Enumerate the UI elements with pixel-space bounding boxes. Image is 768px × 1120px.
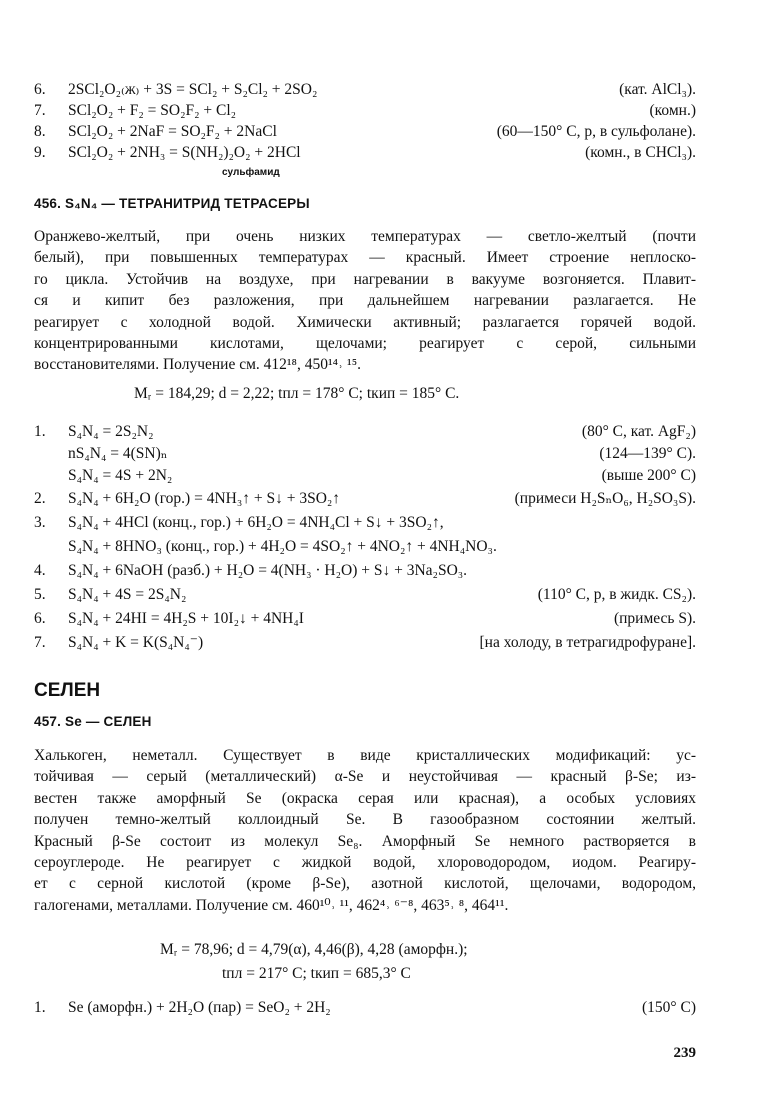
reaction-equation: S₄N₄ + 6NaOH (разб.) + H₂O = 4(NH₃ · H₂O) + S↓ + 3Na₂SO₃. bbox=[68, 562, 468, 579]
reaction-equation: S₄N₄ + 4S = 2S₄N₂ bbox=[68, 586, 187, 603]
compound-heading: 457. Se — СЕЛЕН bbox=[34, 714, 152, 729]
reaction-number: 4. bbox=[34, 562, 46, 579]
reaction-equation: SCl₂O₂ + 2NaF = SO₂F₂ + 2NaCl bbox=[68, 123, 277, 140]
reaction-number: 6. bbox=[34, 81, 46, 98]
text-line: сероуглероде. Не реагирует с жидкой водой, хлороводородом, иодом. Реагиру- bbox=[34, 854, 696, 872]
reaction-condition: (80° C, кат. AgF₂) bbox=[581, 423, 696, 440]
reaction-equation: S₄N₄ + 24HI = 4H₂S + 10I₂↓ + 4NH₄I bbox=[68, 610, 304, 627]
reaction-number: 8. bbox=[34, 123, 46, 140]
compound-description bbox=[34, 745, 696, 916]
reaction-number: 1. bbox=[34, 999, 46, 1016]
reaction-equation: S₄N₄ + 6H₂O (гор.) = 4NH₃↑ + S↓ + 3SO₂↑ bbox=[68, 490, 341, 507]
text-line: галогенами, металлами. Получение см. 460¹⁰˒ ¹¹, 462⁴˒ ⁶⁻⁸, 463⁵˒ ⁸, 464¹¹. bbox=[34, 896, 509, 914]
reaction-equation: SCl₂O₂ + 2NH₃ = S(NH₂)₂O₂ + 2HCl bbox=[68, 144, 301, 161]
reaction-number: 2. bbox=[34, 490, 46, 507]
text-line: вестен также аморфный Se (окраска серая или красная), а особых условиях bbox=[34, 789, 696, 807]
reaction-condition: (150° C) bbox=[642, 999, 696, 1016]
reaction-condition: (124—139° C). bbox=[599, 445, 696, 462]
text-line: белый), при повышенных температурах — красный. Имеет строение неплоско- bbox=[34, 249, 696, 267]
page-number: 239 bbox=[673, 1045, 696, 1061]
reaction-equation: 2SCl₂O₂₍ж₎ + 3S = SCl₂ + S₂Cl₂ + 2SO₂ bbox=[68, 81, 318, 98]
text-line: концентрированными кислотами, щелочами; реагирует с серой, сильными bbox=[34, 335, 696, 353]
text-line: Халькоген, неметалл. Существует в виде кристаллических модификаций: ус- bbox=[34, 747, 696, 764]
reaction-number: 7. bbox=[34, 634, 46, 651]
reaction-condition: (60—150° C, p, в сульфолане). bbox=[496, 123, 696, 140]
compound-heading: 456. S₄N₄ — ТЕТРАНИТРИД ТЕТРАСЕРЫ bbox=[34, 196, 310, 211]
reaction-number: 3. bbox=[34, 514, 46, 531]
reaction-equation: S₄N₄ + 4HCl (конц., гор.) + 6H₂O = 4NH₄Cl + S↓ + 3SO₂↑, bbox=[68, 514, 444, 531]
reaction-equation: nS₄N₄ = 4(SN)ₙ bbox=[68, 445, 168, 462]
reaction-number: 9. bbox=[34, 144, 46, 161]
reaction-number: 6. bbox=[34, 610, 46, 627]
section-title: СЕЛЕН bbox=[34, 680, 101, 701]
reaction-condition: (кат. AlCl₃). bbox=[619, 81, 696, 98]
reaction-condition: (комн., в CHCl₃). bbox=[585, 144, 696, 161]
reaction-product-note: сульфамид bbox=[222, 167, 280, 178]
reaction-number: 1. bbox=[34, 423, 46, 440]
reaction-condition: [на холоду, в тетрагидрофуране]. bbox=[479, 634, 696, 651]
reaction-equation: SCl₂O₂ + F₂ = SO₂F₂ + Cl₂ bbox=[68, 102, 237, 119]
compound-properties: Mᵣ = 78,96; d = 4,79(α), 4,46(β), 4,28 (аморфн.); bbox=[160, 941, 468, 958]
compound-properties: tпл = 217° C; tкип = 685,3° C bbox=[222, 965, 411, 982]
reaction-number: 5. bbox=[34, 586, 46, 603]
text-line: ет с серной кислотой (кроме β-Se), азотной кислотой, щелочами, водородом, bbox=[34, 875, 696, 893]
text-line: получен темно-желтый коллоидный Se. В газообразном состоянии желтый. bbox=[34, 811, 696, 829]
text-line: восстановителями. Получение см. 412¹⁸, 450¹⁴˒ ¹⁵. bbox=[34, 356, 361, 374]
reaction-condition: (примеси H₂SₙO₆, H₂SO₃S). bbox=[514, 490, 696, 507]
text-line: Красный β-Se состоит из молекул Se₈. Аморфный Se немного растворяется в bbox=[34, 832, 696, 850]
text-line: тойчивая — серый (металлический) α-Se и неустойчивая — красный β-Se; из- bbox=[34, 768, 696, 786]
reaction-condition: (110° C, p, в жидк. CS₂). bbox=[537, 586, 696, 603]
reaction-condition: (выше 200° C) bbox=[601, 467, 696, 484]
text-line: го цикла. Устойчив на воздухе, при нагревании в вакууме возгоняется. Плавит- bbox=[34, 270, 696, 288]
reaction-equation: S₄N₄ = 2S₂N₂ bbox=[68, 423, 154, 440]
text-line: Оранжево-желтый, при очень низких температурах — светло-желтый (почти bbox=[34, 228, 696, 245]
reaction-equation: S₄N₄ = 4S + 2N₂ bbox=[68, 467, 173, 484]
compound-description bbox=[34, 226, 696, 376]
reaction-condition: (комн.) bbox=[649, 102, 696, 119]
reaction-equation: S₄N₄ + K = K(S₄N₄⁻) bbox=[68, 634, 204, 651]
text-line: реагирует с холодной водой. Химически активный; разлагается горячей водой. bbox=[34, 313, 696, 331]
reaction-condition: (примесь S). bbox=[613, 610, 696, 627]
reaction-number: 7. bbox=[34, 102, 46, 119]
reaction-equation: S₄N₄ + 8HNO₃ (конц., гор.) + 4H₂O = 4SO₂↑ + 4NO₂↑ + 4NH₄NO₃. bbox=[68, 538, 497, 555]
reaction-equation: Se (аморфн.) + 2H₂O (пар) = SeO₂ + 2H₂ bbox=[68, 999, 331, 1016]
compound-properties: Mᵣ = 184,29; d = 2,22; tпл = 178° C; tкип = 185° C. bbox=[134, 385, 460, 402]
text-line: ся и кипит без разложения, при дальнейшем нагревании разлагается. Не bbox=[34, 292, 696, 310]
